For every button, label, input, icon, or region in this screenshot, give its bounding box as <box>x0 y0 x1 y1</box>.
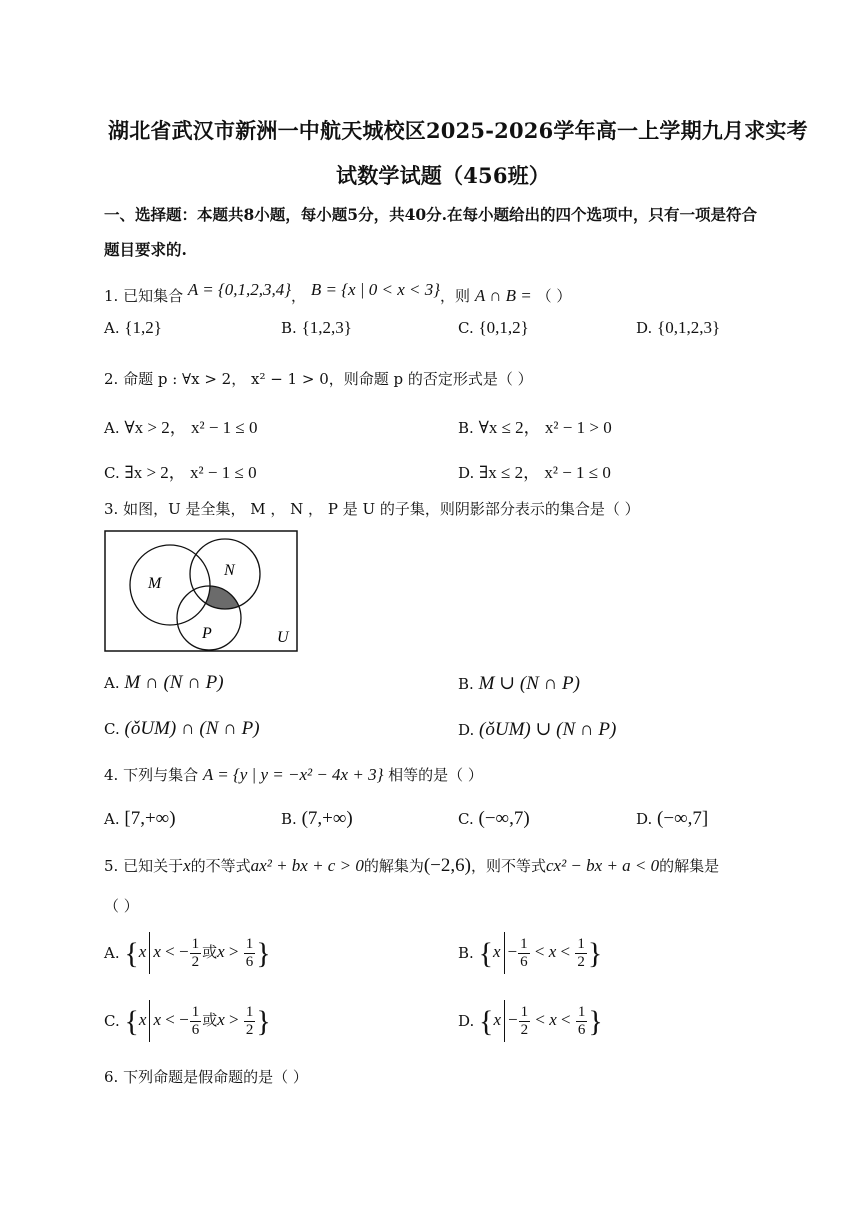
inequality-2: cx² − bx + a < 0 <box>545 856 660 875</box>
question-4 <box>104 764 483 785</box>
q1-option-a[interactable] <box>104 318 162 338</box>
option-text: ∃x ≤ 2， x² − 1 ≤ 0 <box>479 463 611 482</box>
question-number: 1. <box>104 287 119 305</box>
option-label: B. <box>281 319 297 337</box>
q2-option-a[interactable] <box>104 413 258 438</box>
option-label: D. <box>458 1012 475 1030</box>
q2-option-b[interactable] <box>458 413 612 438</box>
option-text: {1,2} <box>124 318 162 337</box>
option-label: D. <box>458 721 475 739</box>
question-stem-post: ，则 <box>440 287 471 305</box>
option-text: {1,2,3} <box>301 318 352 337</box>
option-label: B. <box>458 419 474 437</box>
q2-option-c[interactable] <box>104 458 257 483</box>
question-number: 3. <box>104 500 119 518</box>
label-m: M <box>148 575 162 592</box>
option-label: A. <box>104 674 120 692</box>
q5-option-d[interactable]: D. {x − $\frac{1}{2}$ < x < $\frac{1}{6}$ } <box>458 1000 603 1042</box>
question-6 <box>104 1066 308 1087</box>
question-5 <box>104 855 719 877</box>
question-stem: 已知集合 <box>123 287 184 305</box>
fraction: $\frac{1}{6}$ <box>245 935 254 970</box>
question-stem: 下列命题是假命题的是（ ） <box>123 1068 308 1086</box>
set-a-expression: A = {y | y = −x² − 4x + 3} <box>202 765 384 784</box>
option-text: (ǒUM) ∪ (N ∩ P) <box>479 719 617 740</box>
set-b-expression: B = {x | 0 < x < 3} <box>310 280 441 299</box>
question-number: 5. <box>104 857 119 875</box>
circle-m <box>130 545 210 625</box>
question-stem-b: 的不等式 <box>190 857 251 875</box>
q5-option-a[interactable]: A. {x x < − $\frac{1}{2}$ 或x > $\frac{1}{6}$ } <box>104 932 271 974</box>
option-label: D. <box>636 810 653 828</box>
option-text: ∀x > 2， x² − 1 ≤ 0 <box>124 418 258 437</box>
q1-option-d[interactable] <box>636 318 720 338</box>
q1-option-c[interactable] <box>458 318 529 338</box>
question-stem-e: 的解集是 <box>659 857 720 875</box>
option-label: C. <box>458 810 474 828</box>
fraction: $\frac{1}{2}$ <box>577 935 585 970</box>
option-label: C. <box>104 464 120 482</box>
question-number: 6. <box>104 1068 119 1086</box>
option-text: (7,+∞) <box>301 808 353 829</box>
option-text: (−∞,7] <box>657 808 709 829</box>
section-header-line2: 题目要求的. <box>104 240 187 259</box>
option-text: ∃x > 2， x² − 1 ≤ 0 <box>124 463 257 482</box>
question-stem: 如图，U 是全集， M ， N ， P 是 U 的子集，则阴影部分表示的集合是（ ） <box>123 500 640 518</box>
q4-option-d[interactable] <box>636 808 708 830</box>
option-label: B. <box>458 675 474 693</box>
fraction: $\frac{1}{6}$ <box>520 935 528 970</box>
answer-paren: （ ） <box>536 287 572 305</box>
option-text: {0,1,2} <box>478 318 529 337</box>
option-text: M ∩ (N ∩ P) <box>124 672 224 693</box>
q3-option-a[interactable] <box>104 672 224 694</box>
q4-option-c[interactable] <box>458 808 530 830</box>
q2-option-d[interactable] <box>458 458 611 483</box>
label-p: P <box>202 625 212 642</box>
question-1: 1. 已知集合 A = {0,1,2,3,4}， B = {x | 0 < x < 3}，则 A ∩ B = （ ） <box>104 280 572 305</box>
fraction: $\frac{1}{2}$ <box>520 1003 529 1038</box>
question-3 <box>104 498 640 519</box>
option-text: {0,1,2,3} <box>657 318 721 337</box>
question-stem: 下列与集合 <box>123 766 199 784</box>
option-text: M ∪ (N ∩ P) <box>478 673 580 694</box>
option-label: A. <box>104 810 120 828</box>
page-title-line2: 试数学试题（456班） <box>336 163 551 188</box>
q4-option-a[interactable] <box>104 808 176 830</box>
option-text: [7,+∞) <box>124 808 176 829</box>
intersection-expression: A ∩ B = <box>474 286 532 305</box>
option-label: C. <box>104 1012 120 1030</box>
q1-option-b[interactable] <box>281 318 352 338</box>
option-label: A. <box>104 419 120 437</box>
fraction: $\frac{1}{6}$ <box>191 1003 200 1038</box>
q3-option-c[interactable] <box>104 718 260 740</box>
option-text: (ǒUM) ∩ (N ∩ P) <box>124 718 260 739</box>
option-label: A. <box>104 319 120 337</box>
option-label: B. <box>281 810 297 828</box>
option-label: D. <box>458 464 475 482</box>
question-stem-post: 相等的是（ ） <box>388 766 483 784</box>
option-label: C. <box>458 319 474 337</box>
q4-option-b[interactable] <box>281 808 353 830</box>
question-stem-c: 的解集为 <box>363 857 424 875</box>
solution-interval: (−2,6) <box>423 855 471 876</box>
option-label: A. <box>104 944 120 962</box>
question-stem-a: 已知关于 <box>123 857 184 875</box>
q3-option-d[interactable] <box>458 718 616 741</box>
inequality-1: ax² + bx + c > 0 <box>250 856 364 875</box>
option-label: B. <box>458 944 474 962</box>
question-number: 4. <box>104 766 119 784</box>
venn-diagram <box>104 530 300 654</box>
q5-answer-paren: （ ） <box>104 897 139 915</box>
label-n: N <box>224 562 235 579</box>
label-u: U <box>277 629 289 646</box>
question-number: 2. <box>104 370 119 388</box>
option-label: D. <box>636 319 653 337</box>
set-a-expression: A = {0,1,2,3,4} <box>187 280 292 299</box>
q3-option-b[interactable] <box>458 672 580 695</box>
question-stem-d: ，则不等式 <box>470 857 546 875</box>
section-header-line1: 一、选择题：本题共8小题，每小题5分，共40分.在每小题给出的四个选项中，只有一项是符合 <box>104 205 758 224</box>
fraction: $\frac{1}{2}$ <box>245 1003 254 1038</box>
q5-option-c[interactable]: C. {x x < − $\frac{1}{6}$ 或x > $\frac{1}{2}$ } <box>104 1000 271 1042</box>
option-text: (−∞,7) <box>478 808 530 829</box>
fraction: $\frac{1}{6}$ <box>577 1003 586 1038</box>
page-title-line1: 湖北省武汉市新洲一中航天城校区2025-2026学年高一上学期九月求实考 <box>108 118 808 143</box>
option-label: C. <box>104 720 120 738</box>
question-stem: 命题 p : ∀x > 2， x² − 1 > 0，则命题 p 的否定形式是（ ） <box>123 370 533 388</box>
variable-x: x <box>183 856 191 875</box>
question-2 <box>104 368 533 389</box>
q5-option-b[interactable]: B. {x − $\frac{1}{6}$ < x < $\frac{1}{2}$ } <box>458 932 602 974</box>
option-text: ∀x ≤ 2， x² − 1 > 0 <box>478 418 612 437</box>
fraction: $\frac{1}{2}$ <box>191 935 200 970</box>
